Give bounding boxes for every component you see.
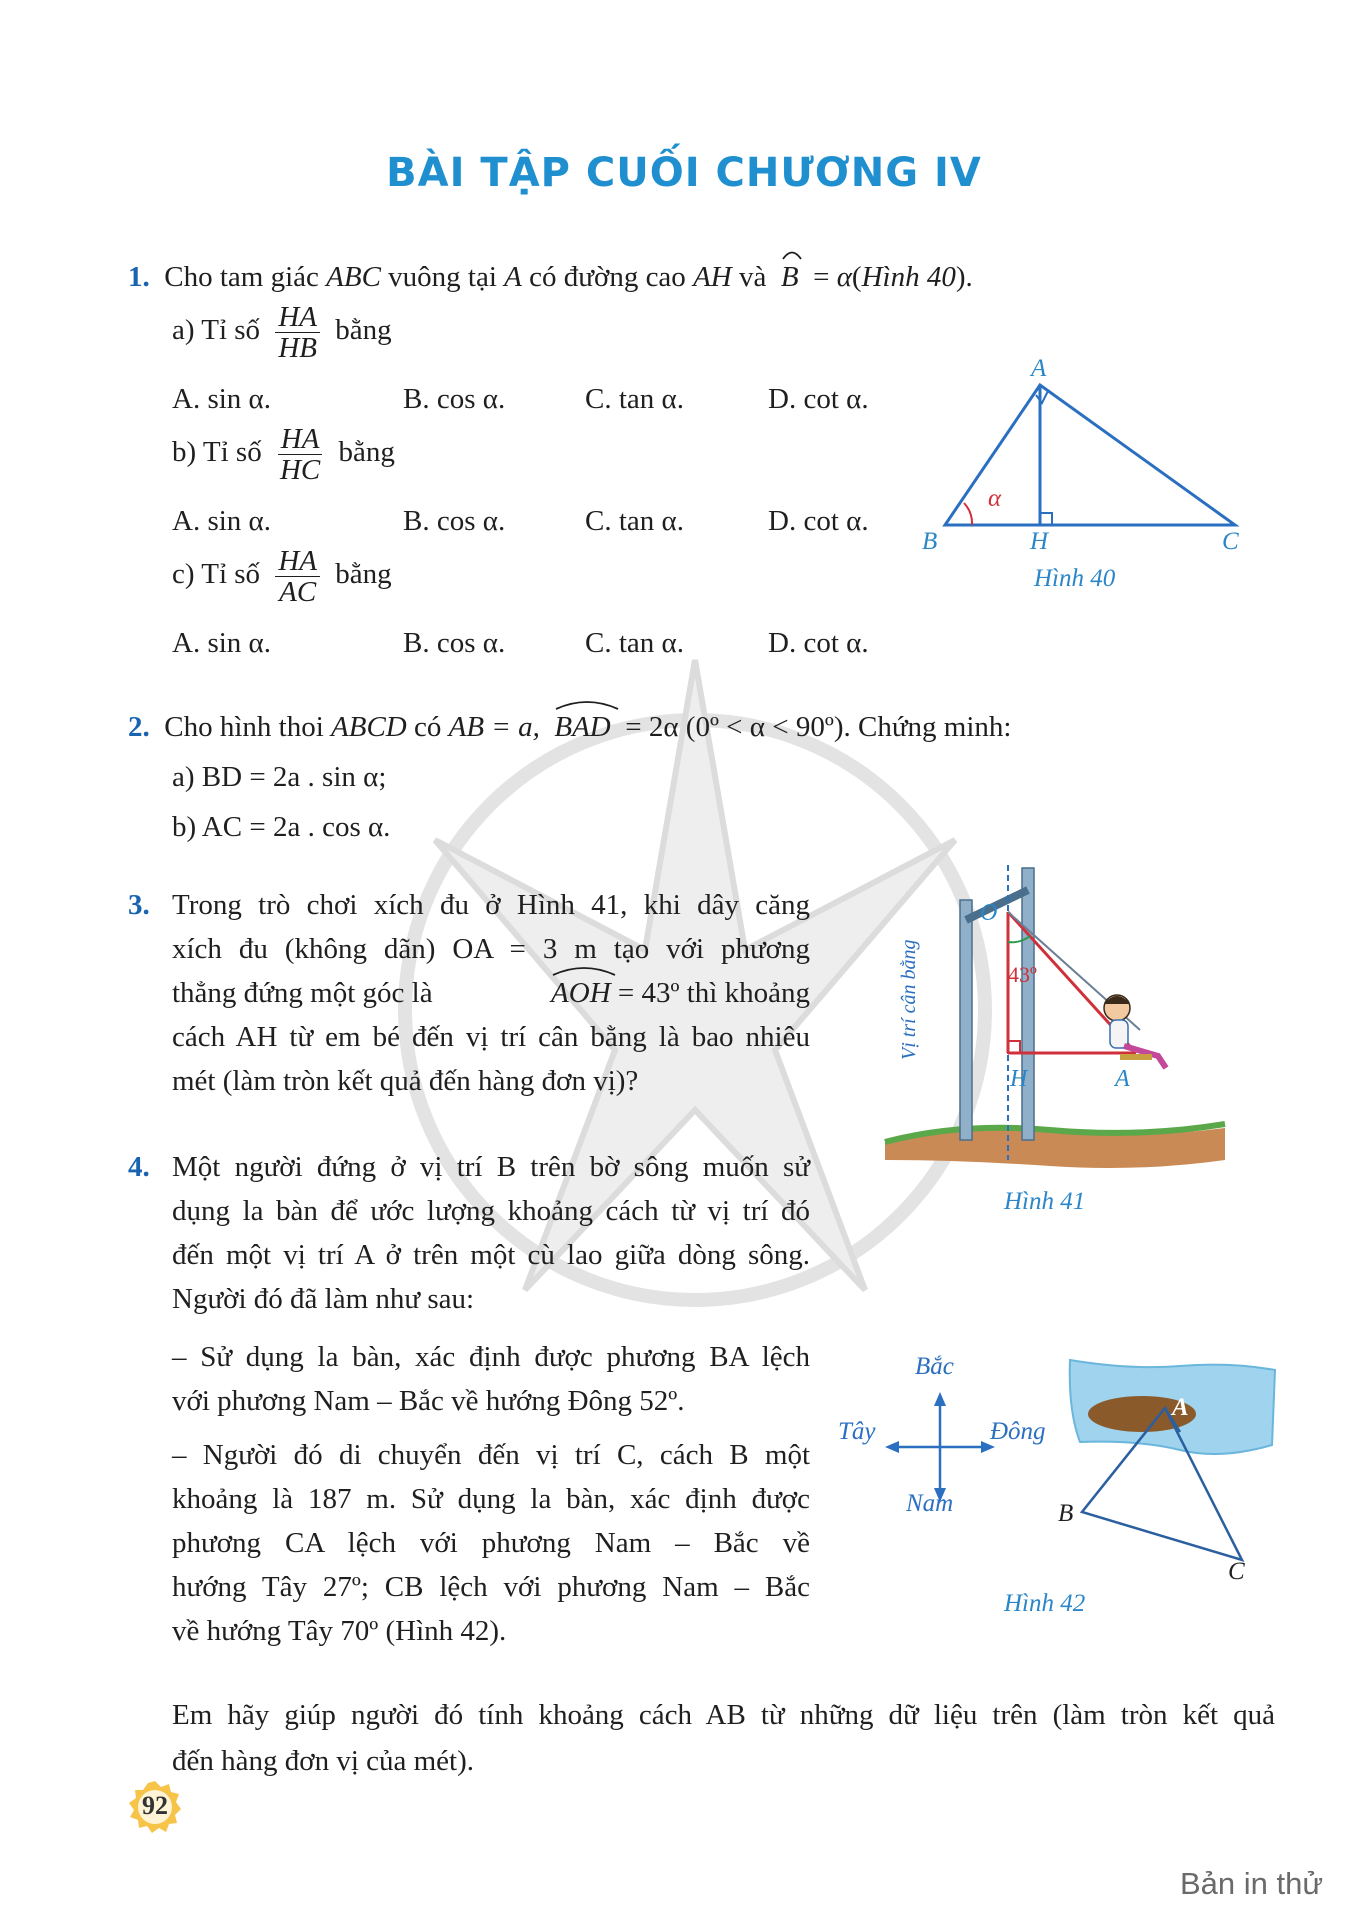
q1a-numerator: HA: [275, 302, 320, 333]
q3-number: 3.: [128, 889, 150, 921]
fig41-label-h: H: [1010, 1066, 1028, 1092]
q1b-denominator: HC: [279, 454, 321, 486]
q1b-numerator: HA: [278, 424, 323, 455]
q2-angle-bad: [554, 708, 610, 746]
fig40-label-alpha: α: [988, 485, 1002, 512]
q4-bullet1-line-2: với phương Nam – Bắc về hướng Đông 52º.: [172, 1385, 685, 1417]
q3-line-1: Trong trò chơi xích đu ở Hình 41, khi dây căng: [172, 889, 810, 921]
q1c-choice-b: B. cos α.: [403, 627, 506, 659]
q1-ah: AH: [693, 261, 732, 293]
q1-abc: ABC: [326, 261, 381, 293]
q4-bullet2-line-4: hướng Tây 27º; CB lệch với phương Nam – Bắc: [172, 1571, 810, 1603]
q1a-denominator: HB: [278, 332, 317, 364]
q1b-after: bằng: [338, 436, 395, 469]
fig42-caption: Hình 42: [1004, 1590, 1086, 1617]
figure-42: [880, 1350, 1280, 1600]
q4-body: [172, 1148, 810, 1650]
q3-angle-aoh: [551, 974, 611, 1012]
fig40-label-b: B: [922, 528, 938, 555]
q2-stem-text: Cho hình thoi: [164, 711, 324, 743]
fig42-label-b: B: [1058, 1500, 1074, 1527]
q4-bullet2-line-5: về hướng Tây 70º (Hình 42).: [172, 1615, 507, 1647]
q2-angle-bad-text: BAD: [554, 711, 611, 743]
q3-aoh-text: AOH: [551, 977, 611, 1009]
q3-line-3-text: thẳng đứng một góc là: [172, 977, 433, 1009]
fig42-label-east: Đông: [990, 1418, 1046, 1445]
q3-line-2: xích đu (không dãn) OA = 3 m tạo với phương: [172, 933, 810, 965]
q2-ab: AB = a,: [448, 711, 540, 743]
q1-angle-b: [781, 258, 799, 296]
q1a-fraction: [275, 302, 320, 363]
q1-paren: (: [851, 261, 862, 293]
q1a-after: bằng: [335, 314, 392, 347]
fig41-caption: Hình 41: [1004, 1188, 1086, 1215]
fig42-label-c: C: [1228, 1558, 1245, 1585]
q1-eq: =: [813, 261, 830, 293]
fig41-angle-label: 43º: [1008, 962, 1037, 987]
q2-part-b: b) AC = 2a . cos α.: [172, 811, 391, 843]
q1-alpha: α: [836, 261, 852, 293]
q1-angle-b-letter: B: [780, 261, 799, 293]
q1-stem-text: và: [738, 261, 767, 293]
fig42-label-south: Nam: [906, 1490, 954, 1517]
page-title: BÀI TẬP CUỐI CHƯƠNG IV: [386, 150, 982, 196]
q1-stem-text: có đường cao: [529, 261, 686, 293]
q2-stem: [128, 708, 1011, 746]
page-number: 92: [142, 1791, 168, 1820]
q3-aoh-after: = 43º thì khoảng: [617, 977, 810, 1009]
fig40-label-c: C: [1222, 528, 1239, 555]
q4-bullet2-line-1: – Người đó di chuyển đến vị trí C, cách B một: [172, 1439, 810, 1471]
q1c-denominator: AC: [279, 576, 317, 608]
q1b-choice-c: C. tan α.: [585, 505, 684, 537]
fig40-label-h: H: [1030, 528, 1049, 555]
fig40-caption: Hình 40: [1034, 565, 1116, 592]
q1-paren-close: ).: [955, 261, 973, 293]
fig42-label-north: Bắc: [915, 1353, 954, 1380]
footer-proof-label: Bản in thử: [1180, 1866, 1324, 1901]
q1c-label: c) Tỉ số: [172, 558, 261, 591]
q4-conclusion-line-2: đến hàng đơn vị của mét).: [172, 1745, 475, 1777]
q1b-fraction: [277, 424, 323, 485]
q4-line-3: đến một vị trí A ở trên một cù lao giữa dòng sông.: [172, 1239, 810, 1271]
q1c-choice-d: D. cot α.: [768, 627, 869, 659]
q1b-label: b) Tỉ số: [172, 436, 262, 469]
fig41-label-a: A: [1115, 1066, 1130, 1092]
q4-line-4: Người đó đã làm như sau:: [172, 1283, 475, 1315]
q1-stem-text: Cho tam giác: [164, 261, 319, 293]
q4-line-2: dụng la bàn để ước lượng khoảng cách từ vị trí đó: [172, 1195, 810, 1227]
q4-line-1: Một người đứng ở vị trí B trên bờ sông muốn sử: [172, 1151, 810, 1183]
q1b-choice-a: A. sin α.: [172, 505, 271, 537]
q1-fig-ref: Hình 40: [861, 261, 956, 293]
q1-number: 1.: [128, 261, 150, 293]
fig41-vertical-label: Vị trí cân bằng: [898, 939, 920, 1060]
q1-vertex-a: A: [504, 261, 522, 293]
q4-bullet1-line-1: – Sử dụng la bàn, xác định được phương BA lệch: [172, 1341, 810, 1373]
q1a-choice-c: C. tan α.: [585, 383, 684, 415]
q1a-choice-b: B. cos α.: [403, 383, 506, 415]
q1-stem-text: vuông tại: [388, 261, 497, 293]
q3-line-4: cách AH từ em bé đến vị trí cân bằng là bao nhiêu: [172, 1021, 810, 1053]
q1-stem: [128, 258, 973, 296]
q1c-choice-a: A. sin α.: [172, 627, 271, 659]
q2-number: 2.: [128, 711, 150, 743]
q1c-choice-c: C. tan α.: [585, 627, 684, 659]
q1c-after: bằng: [335, 558, 392, 591]
q1-part-b: [172, 424, 395, 485]
q2-stem-end: = 2α (0º < α < 90º). Chứng minh:: [625, 711, 1012, 743]
fig40-label-a: A: [1031, 355, 1047, 382]
q3-line-5: mét (làm tròn kết quả đến hàng đơn vị)?: [172, 1065, 639, 1097]
q4-conclusion: [172, 1696, 1275, 1780]
fig42-label-a: A: [1172, 1394, 1189, 1421]
q4-number: 4.: [128, 1151, 150, 1183]
q1b-choice-d: D. cot α.: [768, 505, 869, 537]
q1a-choice-a: A. sin α.: [172, 383, 271, 415]
fig41-label-o: O: [980, 900, 998, 926]
q1c-fraction: [275, 546, 320, 607]
q1a-choice-d: D. cot α.: [768, 383, 869, 415]
figure-40: [920, 355, 1250, 555]
q2-stem-text: có: [413, 711, 442, 743]
figure-41: [880, 860, 1230, 1180]
q1a-label: a) Tỉ số: [172, 314, 261, 347]
q4-bullet2-line-3: phương CA lệch với phương Nam – Bắc về: [172, 1527, 810, 1559]
q2-part-a: a) BD = 2a . sin α;: [172, 761, 387, 793]
q3-line-3: [172, 974, 810, 1012]
q4-bullet2-line-2: khoảng là 187 m. Sử dụng la bàn, xác định được: [172, 1483, 810, 1515]
q2-abcd: ABCD: [331, 711, 407, 743]
q1-part-a: [172, 302, 392, 363]
q4-conclusion-line-1: Em hãy giúp người đó tính khoảng cách AB từ những dữ liệu trên (làm tròn kết quả: [172, 1699, 1275, 1731]
q3-body: [172, 886, 810, 1100]
q1c-numerator: HA: [275, 546, 320, 577]
q1-part-c: [172, 546, 392, 607]
q1b-choice-b: B. cos α.: [403, 505, 506, 537]
fig42-label-west: Tây: [838, 1418, 876, 1445]
